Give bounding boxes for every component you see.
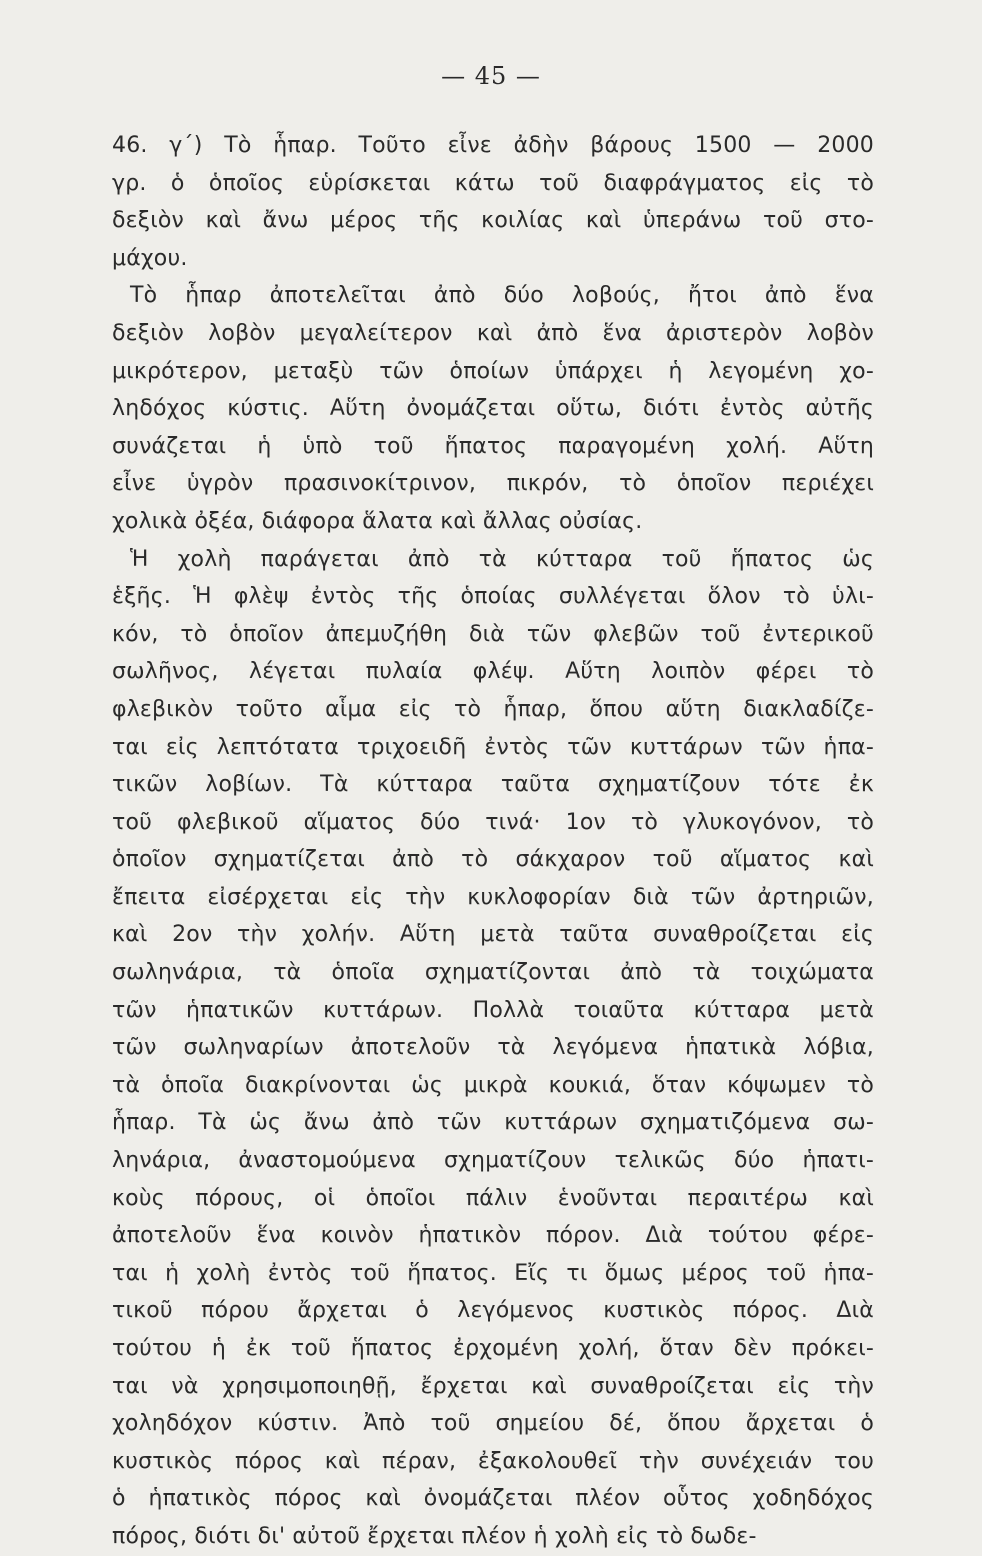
text-line: 46. γ΄) Τὸ ἧπαρ. Τοῦτο εἶνε ἀδὴν βάρους 1500 — 2000: [112, 133, 874, 158]
text-line: δεξιὸν λοβὸν μεγαλείτερον καὶ ἀπὸ ἕνα ἀριστερὸν λοβὸν: [112, 320, 874, 346]
text-line: ται εἰς λεπτότατα τριχοειδῆ ἐντὸς τῶν κυττάρων τῶν ἡπα-: [112, 734, 874, 760]
page-number: — 45 —: [441, 62, 541, 90]
text-line: τῶν σωληναρίων ἀποτελοῦν τὰ λεγόμενα ἡπατικὰ λόβια,: [112, 1035, 874, 1061]
text-line: ληνάρια, ἀναστομούμενα σχηματίζουν τελικῶς δύο ἡπατι-: [112, 1148, 874, 1174]
text-line: πόρος, διότι δι' αὐτοῦ ἔρχεται πλέον ἡ χολὴ εἰς τὸ δωδε-: [112, 1523, 757, 1549]
text-line: συνάζεται ἡ ὑπὸ τοῦ ἥπατος παραγομένη χολή. Αὕτη: [112, 433, 874, 459]
text-line: καὶ 2ον τὴν χολήν. Αὕτη μετὰ ταῦτα συναθροίζεται εἰς: [112, 922, 874, 948]
text-line: ται ἡ χολὴ ἐντὸς τοῦ ἥπατος. Εἴς τι ὅμως μέρος τοῦ ἡπα-: [112, 1260, 874, 1286]
text-line: ἧπαρ. Τὰ ὡς ἄνω ἀπὸ τῶν κυττάρων σχηματιζόμενα σω-: [112, 1110, 874, 1136]
text-line: Τὸ ἧπαρ ἀποτελεῖται ἀπὸ δύο λοβούς, ἤτοι ἀπὸ ἕνα: [130, 283, 874, 309]
text-line: ἑξῆς. Ἡ φλὲψ ἐντὸς τῆς ὁποίας συλλέγεται ὅλον τὸ ὑλι-: [112, 584, 874, 610]
text-line: μικρότερον, μεταξὺ τῶν ὁποίων ὑπάρχει ἡ λεγομένη χο-: [112, 358, 874, 384]
text-line: ληδόχος κύστις. Αὕτη ὀνομάζεται οὕτω, διότι ἐντὸς αὐτῆς: [112, 396, 874, 422]
text-line: τικῶν λοβίων. Τὰ κύτταρα ταῦτα σχηματίζουν τότε ἐκ: [112, 772, 874, 798]
text-line: σωλῆνος, λέγεται πυλαία φλέψ. Αὕτη λοιπὸν φέρει τὸ: [112, 659, 874, 685]
text-line: ὁ ἡπατικὸς πόρος καὶ ὀνομάζεται πλέον οὗτος χοδηδόχος: [112, 1486, 874, 1512]
text-line: ἔπειτα εἰσέρχεται εἰς τὴν κυκλοφορίαν διὰ τῶν ἀρτηριῶν,: [112, 884, 874, 910]
text-line: γρ. ὁ ὁποῖος εὑρίσκεται κάτω τοῦ διαφράγματος εἰς τὸ: [112, 170, 874, 196]
text-line: χολικὰ ὀξέα, διάφορα ἅλατα καὶ ἄλλας οὐσίας.: [112, 508, 643, 534]
text-line: τὰ ὁποῖα διακρίνονται ὡς μικρὰ κουκιά, ὅταν κόψωμεν τὸ: [112, 1072, 874, 1098]
text-line: χοληδόχον κύστιν. Ἀπὸ τοῦ σημείου δέ, ὅπου ἄρχεται ὁ: [112, 1411, 874, 1437]
text-line: δεξιὸν καὶ ἄνω μέρος τῆς κοιλίας καὶ ὑπεράνω τοῦ στο-: [112, 208, 874, 234]
text-line: φλεβικὸν τοῦτο αἷμα εἰς τὸ ἧπαρ, ὅπου αὕτη διακλαδίζε-: [112, 696, 874, 722]
text-line: εἶνε ὑγρὸν πρασινοκίτρινον, πικρόν, τὸ ὁποῖον περιέχει: [112, 471, 874, 497]
text-line: κόν, τὸ ὁποῖον ἀπεμυζήθη διὰ τῶν φλεβῶν τοῦ ἐντερικοῦ: [112, 621, 874, 647]
text-line: κυστικὸς πόρος καὶ πέραν, ἐξακολουθεῖ τὴν συνέχειάν του: [112, 1448, 874, 1474]
body-text: [112, 127, 874, 1556]
text-line: ἀποτελοῦν ἕνα κοινὸν ἡπατικὸν πόρον. Διὰ τούτου φέρε-: [112, 1223, 874, 1249]
text-line: ται νὰ χρησιμοποιηθῇ, ἔρχεται καὶ συναθροίζεται εἰς τὴν: [112, 1373, 874, 1399]
text-line: κοὺς πόρους, οἱ ὁποῖοι πάλιν ἑνοῦνται περαιτέρω καὶ: [112, 1185, 874, 1211]
text-line: Ἡ χολὴ παράγεται ἀπὸ τὰ κύτταρα τοῦ ἥπατος ὡς: [130, 546, 874, 572]
text-line: μάχου.: [112, 245, 188, 271]
text-line: τούτου ἡ ἐκ τοῦ ἥπατος ἐρχομένη χολή, ὅταν δὲν πρόκει-: [112, 1336, 874, 1361]
text-line: τῶν ἡπατικῶν κυττάρων. Πολλὰ τοιαῦτα κύτταρα μετὰ: [112, 997, 874, 1023]
text-line: σωληνάρια, τὰ ὁποῖα σχηματίζονται ἀπὸ τὰ τοιχώματα: [112, 960, 874, 986]
text-line: τικοῦ πόρου ἄρχεται ὁ λεγόμενος κυστικὸς πόρος. Διὰ: [112, 1298, 874, 1324]
text-line: τοῦ φλεβικοῦ αἵματος δύο τινά· 1ον τὸ γλυκογόνον, τὸ: [112, 809, 874, 835]
text-line: ὁποῖον σχηματίζεται ἀπὸ τὸ σάκχαρον τοῦ αἵματος καὶ: [112, 847, 874, 873]
